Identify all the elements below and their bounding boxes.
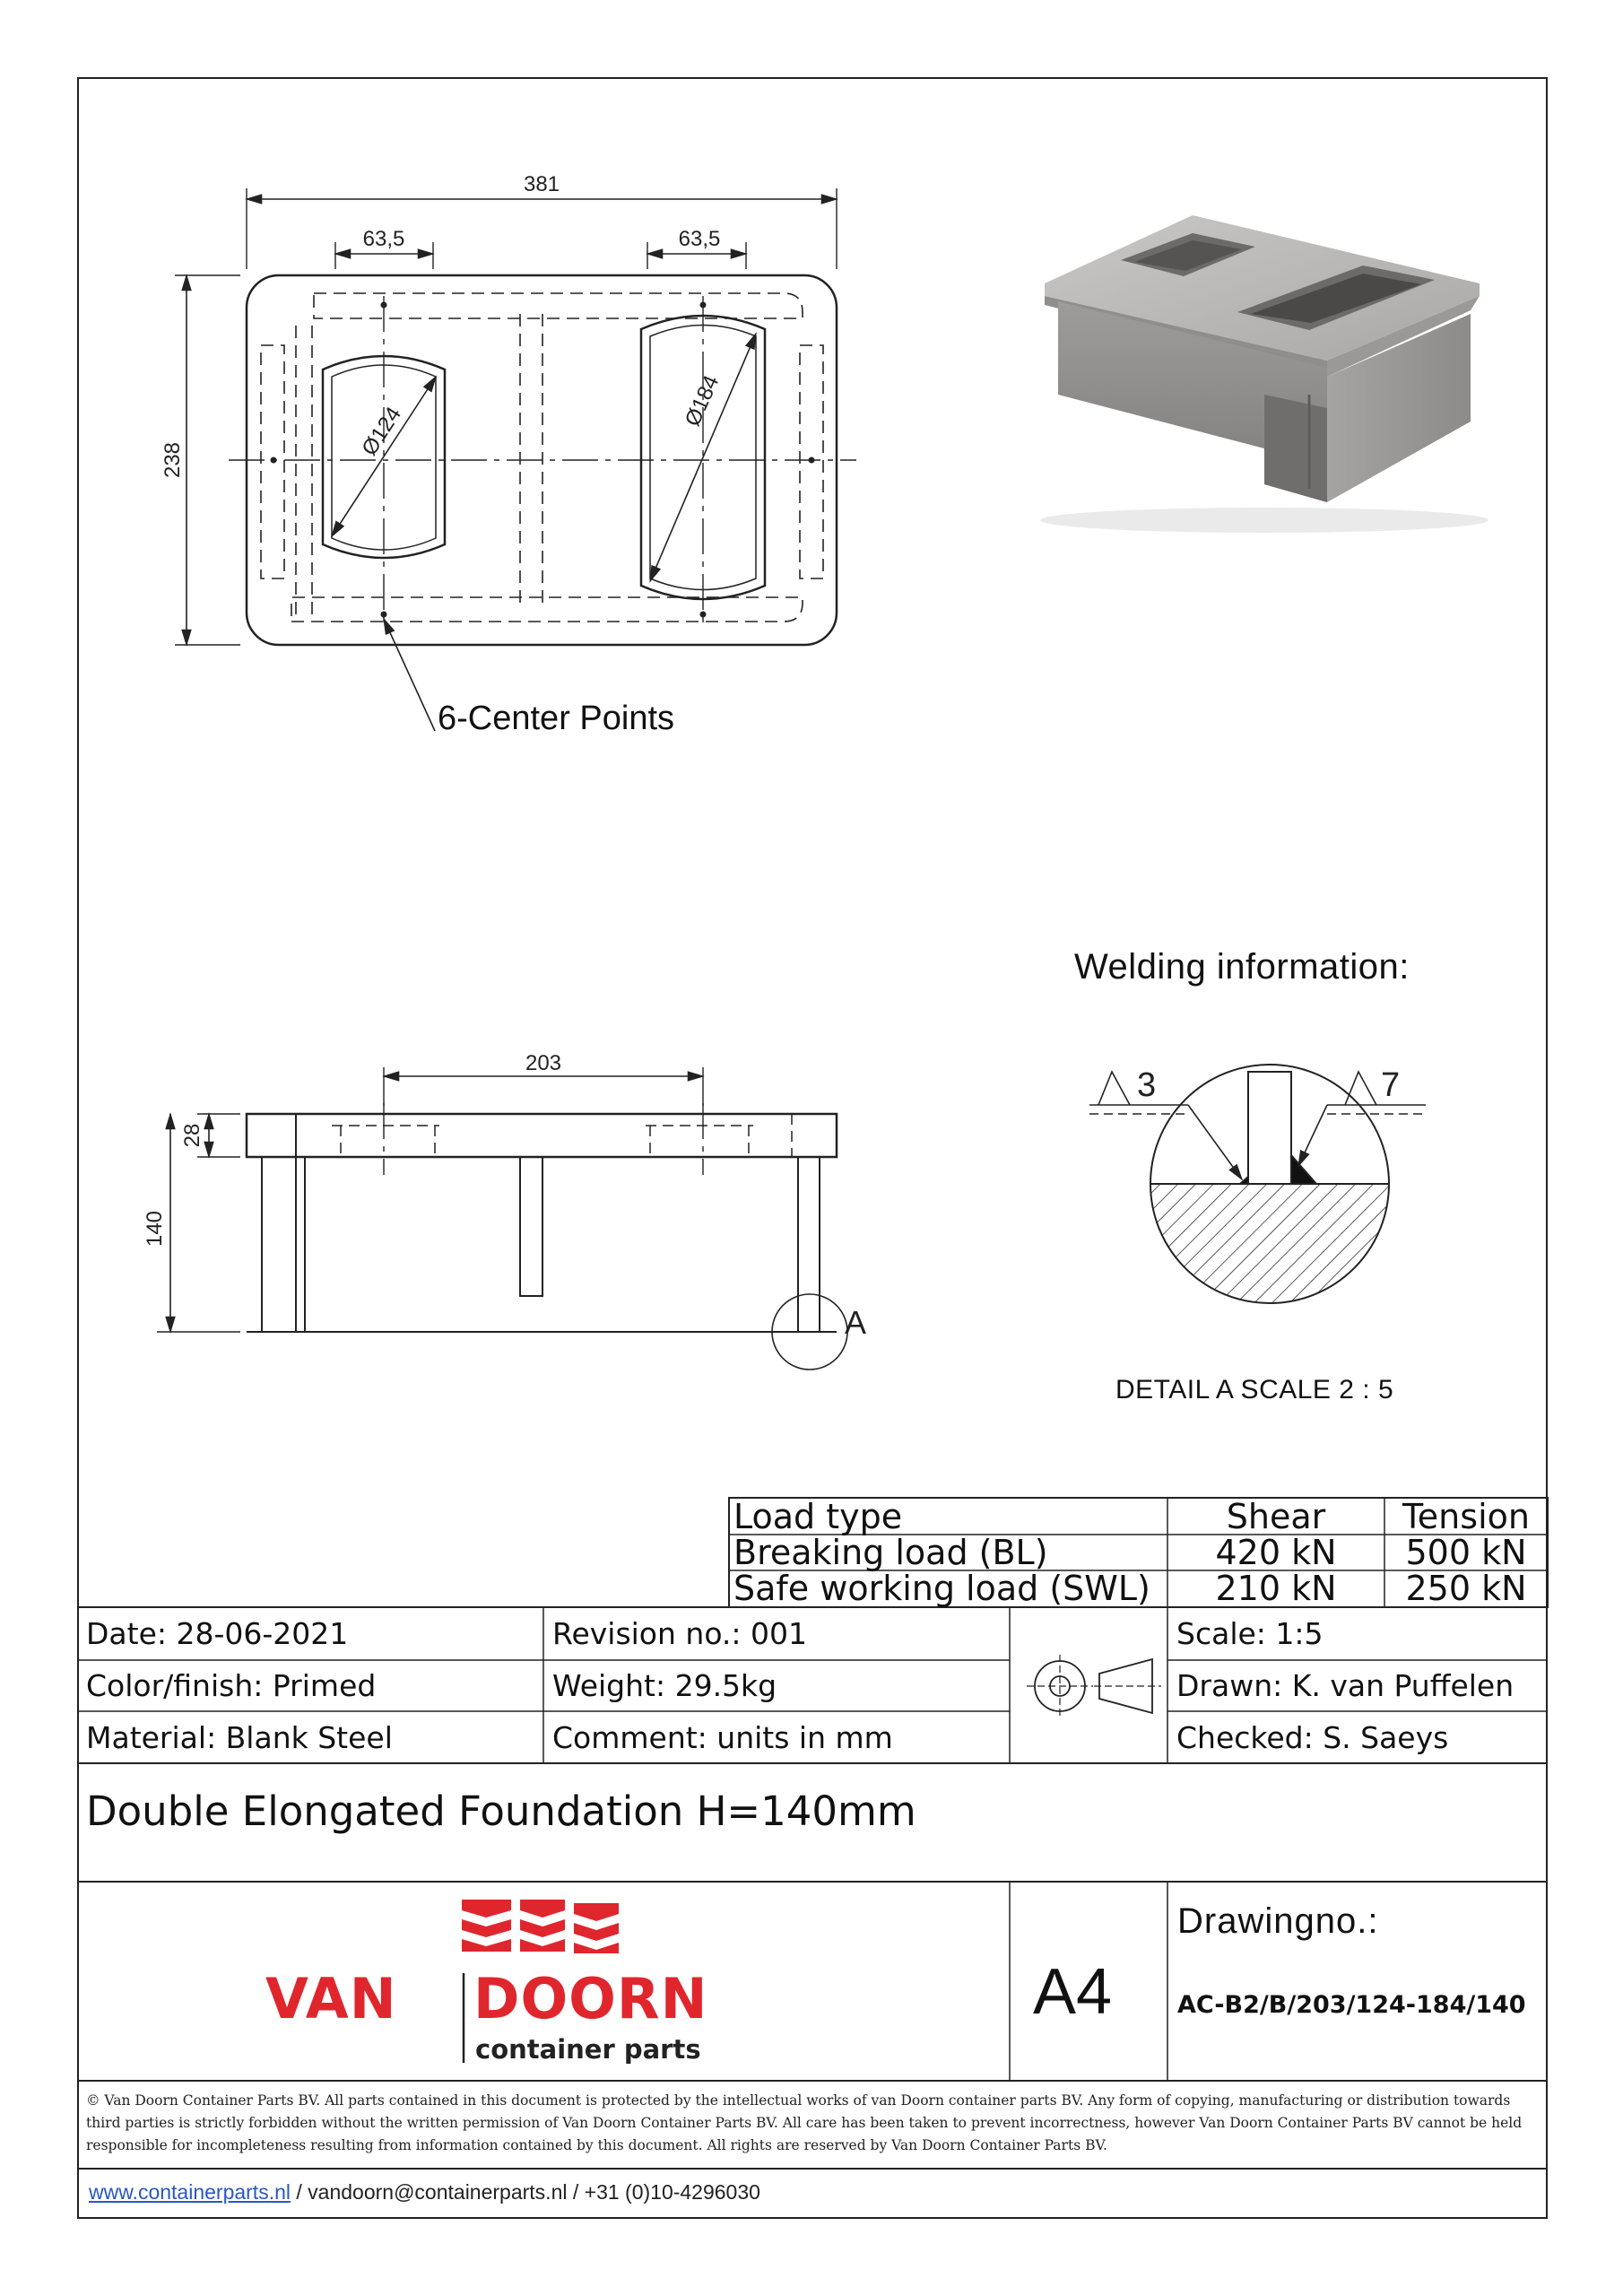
dia-184: Ø184 bbox=[680, 371, 725, 430]
drawing-title: Double Elongated Foundation H=140mm bbox=[86, 1787, 916, 1835]
revision-field: Revision no.: 001 bbox=[552, 1616, 808, 1651]
breaking-load-label: Breaking load (BL) bbox=[733, 1533, 1048, 1572]
breaking-load-tension: 500 kN bbox=[1405, 1533, 1527, 1572]
checked-field: Checked: S. Saeys bbox=[1176, 1719, 1449, 1755]
scale-field: Scale: 1:5 bbox=[1176, 1616, 1324, 1651]
dim-203: 203 bbox=[525, 1051, 562, 1075]
welding-info-title: Welding information: bbox=[1074, 947, 1410, 987]
swl-tension: 250 kN bbox=[1405, 1569, 1527, 1608]
drawn-field: Drawn: K. van Puffelen bbox=[1176, 1668, 1515, 1703]
paper-size: A4 bbox=[1033, 1956, 1113, 2028]
projection-symbol-icon bbox=[1010, 1607, 1167, 1763]
dim-381: 381 bbox=[523, 172, 560, 196]
shear-header: Shear bbox=[1226, 1497, 1326, 1536]
brand-van: VAN bbox=[265, 1966, 397, 2031]
date-field: Date: 28-06-2021 bbox=[86, 1616, 349, 1651]
weight-field: Weight: 29.5kg bbox=[552, 1668, 777, 1703]
dim-28: 28 bbox=[180, 1123, 204, 1148]
van-doorn-logo bbox=[260, 1883, 834, 2081]
color-finish-field: Color/finish: Primed bbox=[86, 1668, 377, 1703]
contact-details: / vandoorn@containerparts.nl / +31 (0)10-4296030 bbox=[291, 2180, 760, 2204]
top-view bbox=[175, 188, 856, 731]
dim-63-left: 63,5 bbox=[362, 227, 405, 251]
brand-tagline: container parts bbox=[475, 2034, 701, 2065]
brand-doorn: DOORN bbox=[473, 1966, 708, 2031]
center-points-note: 6-Center Points bbox=[438, 700, 675, 737]
weld-size-left: 3 bbox=[1137, 1066, 1157, 1104]
detail-marker-a: A bbox=[845, 1304, 867, 1341]
swl-shear: 210 kN bbox=[1215, 1569, 1337, 1608]
comment-field: Comment: units in mm bbox=[552, 1719, 893, 1755]
material-field: Material: Blank Steel bbox=[86, 1719, 393, 1755]
footer-contact bbox=[89, 2180, 760, 2205]
weld-size-right: 7 bbox=[1381, 1066, 1401, 1104]
copyright-notice: © Van Doorn Container Parts BV. All parts contained in this document is protected by the intellectual works of van Doorn container parts BV. Any form of copying, manufacturing or distribution towards third parties is strictly forbidden without the written permission of Van Doorn Container Parts BV. All care has been taken to prevent incorrectness, however Van Doorn Container Parts BV cannot be held responsible for incompleteness resulting from information contained by this document. All rights are reserved by Van Doorn Container Parts BV. bbox=[86, 2092, 1523, 2153]
top-view-dims bbox=[161, 172, 724, 478]
dim-140: 140 bbox=[143, 1210, 167, 1248]
dim-238: 238 bbox=[161, 441, 185, 479]
drawing-number-label: Drawingno.: bbox=[1177, 1901, 1379, 1941]
website-link[interactable]: www.containerparts.nl bbox=[89, 2180, 291, 2204]
side-view bbox=[157, 1067, 847, 1370]
side-view-dims bbox=[143, 1051, 866, 1341]
dia-124: Ø124 bbox=[357, 402, 407, 460]
drawing-number: AC-B2/B/203/124-184/140 bbox=[1177, 1991, 1526, 2019]
swl-label: Safe working load (SWL) bbox=[733, 1569, 1150, 1608]
breaking-load-shear: 420 kN bbox=[1215, 1533, 1337, 1572]
detail-caption: DETAIL A SCALE 2 : 5 bbox=[1115, 1375, 1394, 1405]
product-render bbox=[1040, 215, 1488, 533]
load-type-header: Load type bbox=[733, 1497, 903, 1536]
tension-header: Tension bbox=[1402, 1497, 1530, 1536]
dim-63-right: 63,5 bbox=[678, 227, 721, 251]
